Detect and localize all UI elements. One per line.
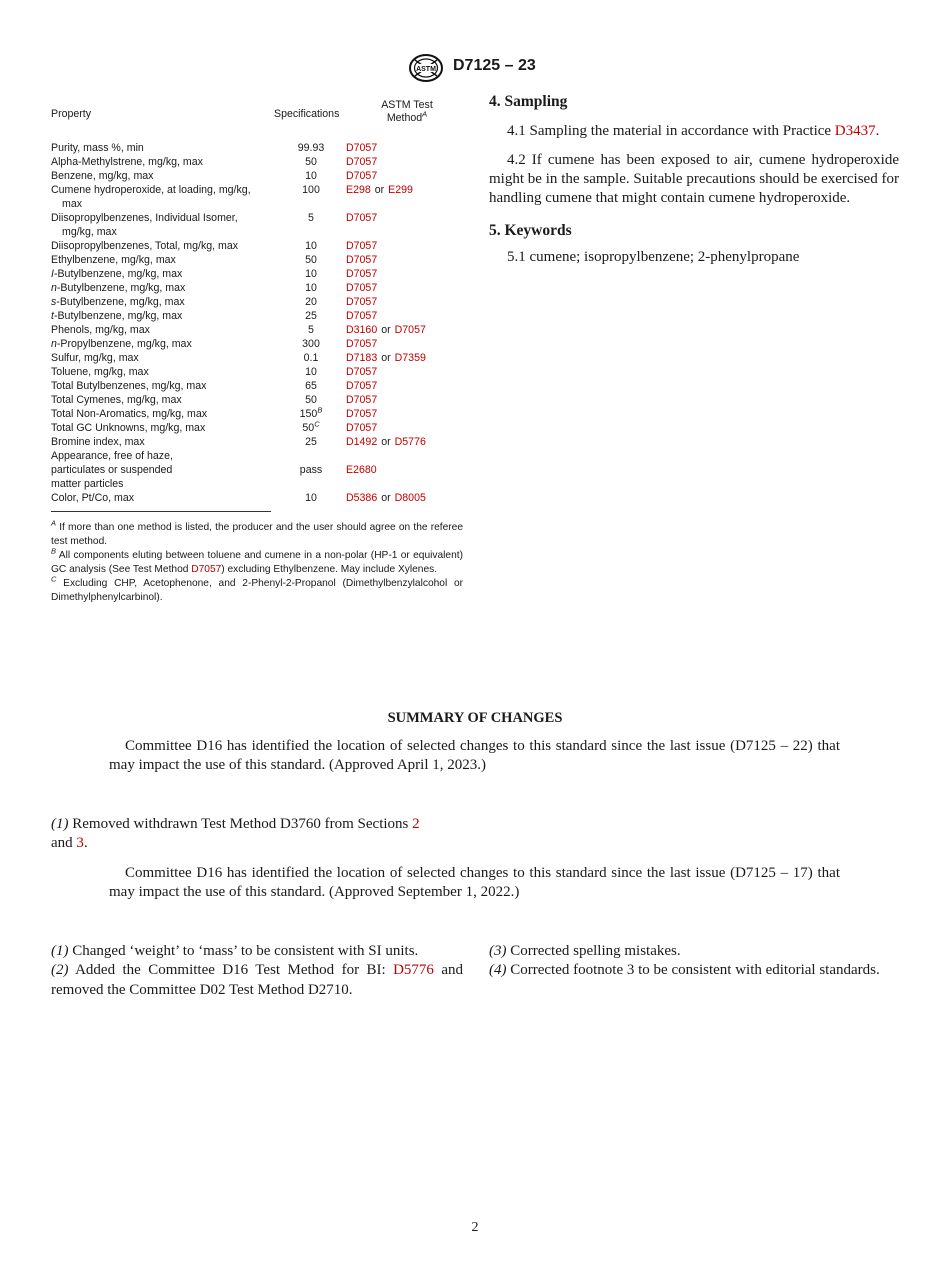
table-row — [51, 393, 463, 407]
test-method-link[interactable]: D7057 — [346, 422, 378, 434]
table-row — [51, 407, 463, 421]
spec-cell: $50^C$ — [302, 419, 320, 434]
table-row — [51, 295, 463, 309]
method-cell — [346, 393, 377, 407]
test-method-link[interactable]: D7057 — [346, 296, 378, 308]
table-row — [51, 365, 463, 379]
ref-link-d7057[interactable]: D7057 — [191, 564, 222, 575]
column-header-specifications: Specifications — [274, 108, 340, 120]
method-cell — [346, 239, 377, 253]
spec-cell: 10 — [305, 240, 317, 252]
table-row — [51, 309, 463, 323]
property-cell: Benzene, mg/kg, max — [51, 170, 154, 182]
table-row — [51, 239, 463, 253]
method-cell — [346, 295, 377, 309]
test-method-link[interactable]: D7359 — [394, 352, 426, 364]
table-divider — [51, 511, 271, 512]
test-method-link[interactable]: D7057 — [346, 408, 378, 420]
test-method-link[interactable]: D3160 — [346, 324, 378, 336]
table-row — [51, 491, 463, 505]
method-cell — [346, 253, 377, 267]
property-cell: Cumene hydroperoxide, at loading, mg/kg, max — [51, 184, 251, 210]
test-method-link[interactable]: D5776 — [394, 436, 426, 448]
spec-cell: 10 — [305, 282, 317, 294]
test-method-link[interactable]: E299 — [388, 184, 413, 196]
spec-cell: 100 — [302, 184, 320, 196]
table-row — [51, 421, 463, 435]
test-method-link[interactable]: D7057 — [346, 156, 378, 168]
test-method-link[interactable]: D7057 — [346, 338, 378, 350]
spec-cell: 10 — [305, 170, 317, 182]
ref-link-section-3[interactable]: 3 — [76, 835, 84, 852]
test-method-link[interactable]: E2680 — [346, 464, 377, 476]
method-cell: D7183 or D7359 — [346, 352, 426, 364]
property-cell: t-Butylbenzene, mg/kg, max — [51, 310, 183, 322]
test-method-link[interactable]: D7057 — [346, 170, 378, 182]
property-cell: Diisopropylbenzenes, Individual Isomer, mg/kg, max — [51, 212, 238, 238]
change-list-2022-right — [489, 942, 899, 981]
test-method-link[interactable]: D7057 — [346, 142, 378, 154]
footnote-b: $^B$ All components eluting between toluene and cumene in a non-polar (HP-1 or equivalent) GC analysis (See Test Method D7057) excluding Ethylbenzene. May include Xylenes. — [51, 546, 463, 575]
change-list-2022-left — [51, 942, 463, 1000]
test-method-link[interactable]: D7057 — [346, 254, 378, 266]
property-cell: Total Non-Aromatics, mg/kg, max — [51, 408, 208, 420]
section-4-title: 4. Sampling — [489, 93, 568, 110]
change-item-1: (1) Changed ‘weight’ to ‘mass’ to be consistent with SI units. — [51, 943, 419, 959]
property-cell: Total Cymenes, mg/kg, max — [51, 394, 182, 406]
svg-text:ASTM: ASTM — [416, 65, 436, 73]
spec-cell: 5 — [308, 212, 314, 224]
test-method-link[interactable]: D5386 — [346, 492, 378, 504]
method-cell — [346, 141, 377, 155]
table-body — [51, 141, 463, 505]
ref-link-d3437[interactable]: D3437 — [834, 123, 876, 140]
page-number: 2 — [471, 1220, 479, 1235]
section-5-title: 5. Keywords — [489, 222, 572, 240]
test-method-link[interactable]: D8005 — [394, 492, 426, 504]
method-cell — [346, 449, 377, 477]
spec-cell: 50 — [305, 254, 317, 266]
property-cell: s-Butylbenzene, mg/kg, max — [51, 296, 185, 308]
table-row — [51, 267, 463, 281]
method-cell — [346, 155, 377, 169]
footnote-c: $^C$ Excluding CHP, Acetophenone, and 2-Phenyl-2-Propanol (Dimethylbenzylalcohol or Dimethylphenylcarbinol). — [51, 574, 463, 603]
table-row — [51, 141, 463, 155]
test-method-link[interactable]: D7057 — [346, 394, 378, 406]
table-row — [51, 211, 463, 239]
spec-cell: 5 — [308, 324, 314, 336]
paragraph-5-1: 5.1 cumene; isopropylbenzene; 2-phenylpropane — [507, 248, 800, 265]
spec-cell: 10 — [305, 492, 317, 504]
change-list-2023 — [51, 815, 463, 854]
method-cell — [346, 365, 377, 379]
property-cell: Diisopropylbenzenes, Total, mg/kg, max — [51, 240, 239, 252]
table-footnotes — [51, 518, 463, 605]
test-method-link[interactable]: D7057 — [346, 268, 378, 280]
method-cell: E298 or E299 — [346, 184, 413, 196]
method-cell — [346, 281, 377, 295]
spec-cell: 99.93 — [297, 142, 325, 154]
test-method-link[interactable]: D1492 — [346, 436, 378, 448]
table-header — [51, 98, 463, 128]
test-method-link[interactable]: D7057 — [346, 380, 378, 392]
test-method-link[interactable]: D7057 — [346, 282, 378, 294]
property-cell: Alpha-Methylstrene, mg/kg, max — [51, 156, 203, 168]
spec-cell: 25 — [305, 310, 317, 322]
table-row — [51, 337, 463, 351]
astm-logo-icon — [409, 54, 443, 82]
test-method-link[interactable]: D7057 — [346, 310, 378, 322]
document-id: D7125 – 23 — [453, 57, 536, 74]
change-item-4: (4) Corrected footnote 3 to be consistent with editorial standards. — [489, 962, 880, 979]
property-cell: Ethylbenzene, mg/kg, max — [51, 254, 176, 266]
ref-link-section-2[interactable]: 2 — [412, 816, 420, 832]
ref-link-d5776[interactable]: D5776 — [393, 962, 434, 979]
spec-cell: $150^B$ — [299, 405, 323, 420]
table-row — [51, 281, 463, 295]
table-row — [51, 449, 463, 491]
test-method-link[interactable]: D7057 — [346, 366, 378, 378]
property-cell: I-Butylbenzene, mg/kg, max — [51, 268, 183, 280]
table-row — [51, 379, 463, 393]
method-cell — [346, 267, 377, 281]
spec-cell: 300 — [302, 338, 320, 350]
spec-cell: 10 — [305, 268, 317, 280]
summary-intro-2022: Committee D16 has identified the location of selected changes to this standard since the last issue (D7125 – 17) that may impact the use of this standard. (Approved September 1, 2022.) — [109, 865, 840, 901]
method-cell — [346, 309, 377, 323]
page-header — [0, 54, 950, 82]
test-method-link[interactable]: D7057 — [394, 324, 426, 336]
method-cell — [346, 379, 377, 393]
spec-cell: 10 — [305, 366, 317, 378]
column-header-property: Property — [51, 108, 92, 120]
method-cell: D5386 or D8005 — [346, 492, 426, 504]
summary-intro-2023: Committee D16 has identified the location of selected changes to this standard since the last issue (D7125 – 22) that may impact the use of this standard. (Approved April 1, 2023.) — [109, 738, 840, 774]
property-cell: Bromine index, max — [51, 436, 145, 448]
summary-title: SUMMARY OF CHANGES — [387, 710, 563, 726]
change-item-2: (2) Added the Committee D16 Test Method for BI: D5776 and removed the Committee D02 Test Method D2710. — [51, 962, 463, 998]
spec-cell: 25 — [305, 436, 317, 448]
table-row — [51, 351, 463, 365]
property-cell: Color, Pt/Co, max — [51, 492, 135, 504]
column-header-test-method: ASTM Test Method$^A$ — [381, 99, 433, 124]
property-cell: Appearance, free of haze, particulates or suspended matter particles — [51, 450, 173, 490]
test-method-link[interactable]: E298 — [346, 184, 371, 196]
property-cell: Total GC Unknowns, mg/kg, max — [51, 422, 206, 434]
specification-table — [51, 98, 463, 504]
spec-cell: 20 — [305, 296, 317, 308]
paragraph-4-1: 4.1 Sampling the material in accordance with Practice D3437. — [507, 123, 880, 140]
right-column — [489, 92, 899, 267]
table-row — [51, 183, 463, 211]
method-cell: D3160 or D7057 — [346, 324, 426, 336]
footnote-a: $^A$ If more than one method is listed, the producer and the user should agree on the referee test method. — [51, 518, 463, 547]
property-cell: Total Butylbenzenes, mg/kg, max — [51, 380, 207, 392]
method-cell — [346, 211, 377, 225]
method-cell — [346, 421, 377, 435]
property-cell: Toluene, mg/kg, max — [51, 366, 149, 378]
change-item-1: (1) Removed withdrawn Test Method D3760 from Sections 2 and 3. — [51, 816, 420, 852]
change-item-3: (3) Corrected spelling mistakes. — [489, 943, 681, 959]
property-cell: Sulfur, mg/kg, max — [51, 352, 139, 364]
property-cell: Phenols, mg/kg, max — [51, 324, 150, 336]
test-method-link[interactable]: D7183 — [346, 352, 378, 364]
spec-cell: 50 — [305, 156, 317, 168]
table-row — [51, 323, 463, 337]
test-method-link[interactable]: D7057 — [346, 212, 378, 224]
method-cell — [346, 407, 377, 421]
spec-cell: 50 — [305, 394, 317, 406]
spec-cell: pass — [299, 464, 323, 476]
paragraph-4-2: 4.2 If cumene has been exposed to air, cumene hydroperoxide might be in the sample. Suitable precautions should be exercised for handling cumene that might contain cumene hydroperoxide. — [489, 151, 899, 207]
property-cell: n-Propylbenzene, mg/kg, max — [51, 338, 192, 350]
method-cell: D1492 or D5776 — [346, 436, 426, 448]
spec-cell: 0.1 — [303, 352, 319, 364]
property-cell: n-Butylbenzene, mg/kg, max — [51, 282, 186, 294]
method-cell — [346, 169, 377, 183]
table-row — [51, 155, 463, 169]
property-cell: Purity, mass %, min — [51, 142, 144, 154]
spec-cell: 65 — [305, 380, 317, 392]
table-row — [51, 253, 463, 267]
method-cell — [346, 337, 377, 351]
table-row — [51, 169, 463, 183]
test-method-link[interactable]: D7057 — [346, 240, 378, 252]
table-row — [51, 435, 463, 449]
